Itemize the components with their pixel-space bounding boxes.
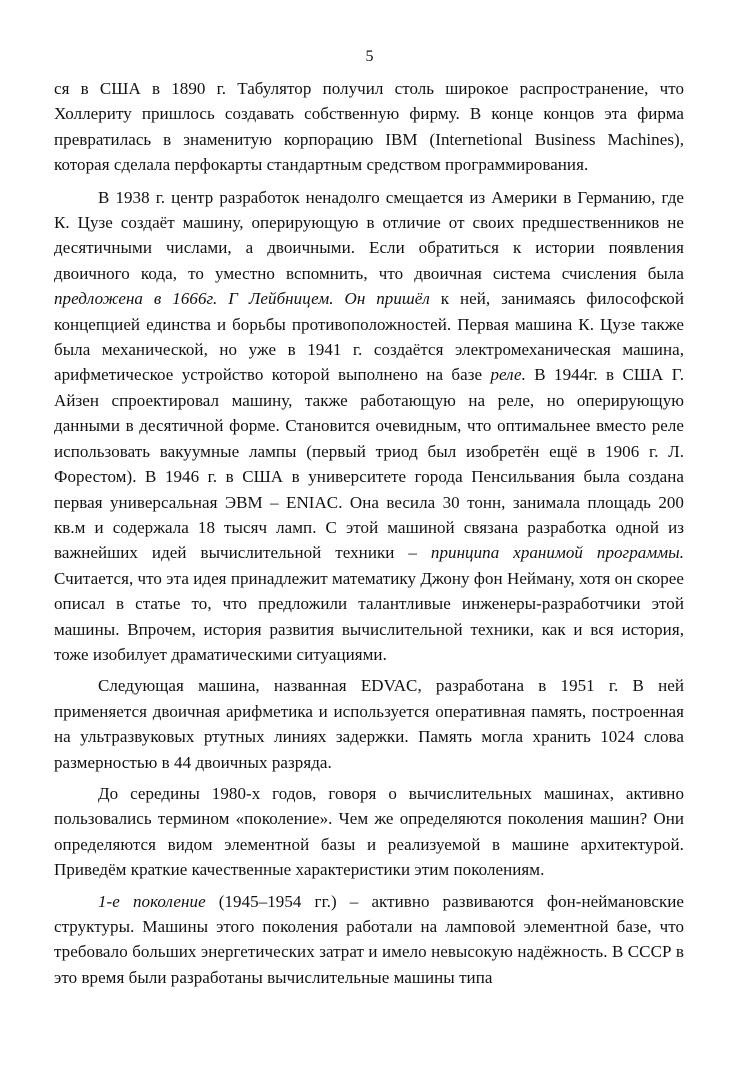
italic-text-run: предложена в 1666г. Г Лейбницем. Он пришёл — [54, 289, 430, 309]
paragraph — [54, 185, 684, 668]
text-run: ся в США в 1890 г. Табулятор получил столь широкое распространение, что Холлериту пришлось создавать собственную фирму. В конце концов эта фирма превратилась в знаменитую корпорацию IBM (Internetional Business Machines), которая сделала перфокарты стандартным средством программирования. — [54, 79, 684, 175]
body-text — [54, 76, 684, 990]
italic-text-run: реле. — [490, 365, 526, 385]
paragraph — [54, 76, 684, 178]
page-number: 5 — [365, 48, 374, 65]
text-run: В 1938 г. центр разработок ненадолго смещается из Америки в Германию, где К. Цузе создаёт машину, оперирующую в отличие от своих предшественников не десятичными числами, а двоичными. Если обратиться к истории появления двоичного кода, то уместно вспомнить, что двоичная система счисления была — [54, 187, 684, 283]
text-run: Считается, что эта идея принадлежит математику Джону фон Нейману, хотя он скорее описал в статье то, что предложили талантливые инженеры-разработчики этой машины. Впрочем, история развития вычислительной техники, как и вся история, тоже изобилует драматическими ситуациями. — [54, 568, 684, 664]
italic-text-run: принципа хранимой программы. — [430, 543, 685, 563]
text-run: В 1944г. в США Г. Айзен спроектировал машину, также работающую на реле, но оперирующую данными в десятичной форме. Становится очевидным, что оптимальнее вместо реле использовать вакуумные лампы (первый триод был изобретён ещё в 1906 г. Л. Форестом). В 1946 г. в США в университете города Пенсильвания была создана первая универсальная ЭВМ – ENIAC. Она весила 30 тонн, занимала площадь 200 кв.м и содержала 18 тысяч ламп. С этой машиной связана разработка одной из важнейших идей вычислительной техники – — [54, 365, 684, 563]
text-run: До середины 1980-х годов, говоря о вычислительных машинах, активно пользовались термином «поколение». Чем же определяются поколения машин? Они определяются видом элементной базы и реализуемой в машине архитектурой. Приведём краткие качественные характеристики этим поколениям. — [54, 783, 684, 880]
text-run: к ней, занимаясь философской концепцией единства и борьбы противоположностей. Первая машина К. Цузе также была механической, но уже в 1941 г. создаётся электромеханическая машина, арифметическое устройство которой выполнено на базе — [54, 289, 684, 385]
paragraph — [54, 889, 684, 991]
text-run: Следующая машина, названная EDVAC, разработана в 1951 г. В ней применяется двоичная арифметика и используется оперативная память, построенная на ультразвуковых ртутных линиях задержки. Память могла хранить 1024 слова размерностью в 44 двоичных разряда. — [54, 676, 684, 772]
text-run: (1945–1954 гг.) – активно развиваются фон-неймановские структуры. Машины этого поколения работали на ламповой элементной базе, что требовало больших энергетических затрат и имело невысокую надёжность. В СССР в это время были разработаны вычислительные машины типа — [54, 891, 685, 987]
paragraph — [54, 673, 684, 775]
paragraph — [54, 781, 684, 883]
italic-text-run: 1-е поколение — [98, 891, 206, 911]
